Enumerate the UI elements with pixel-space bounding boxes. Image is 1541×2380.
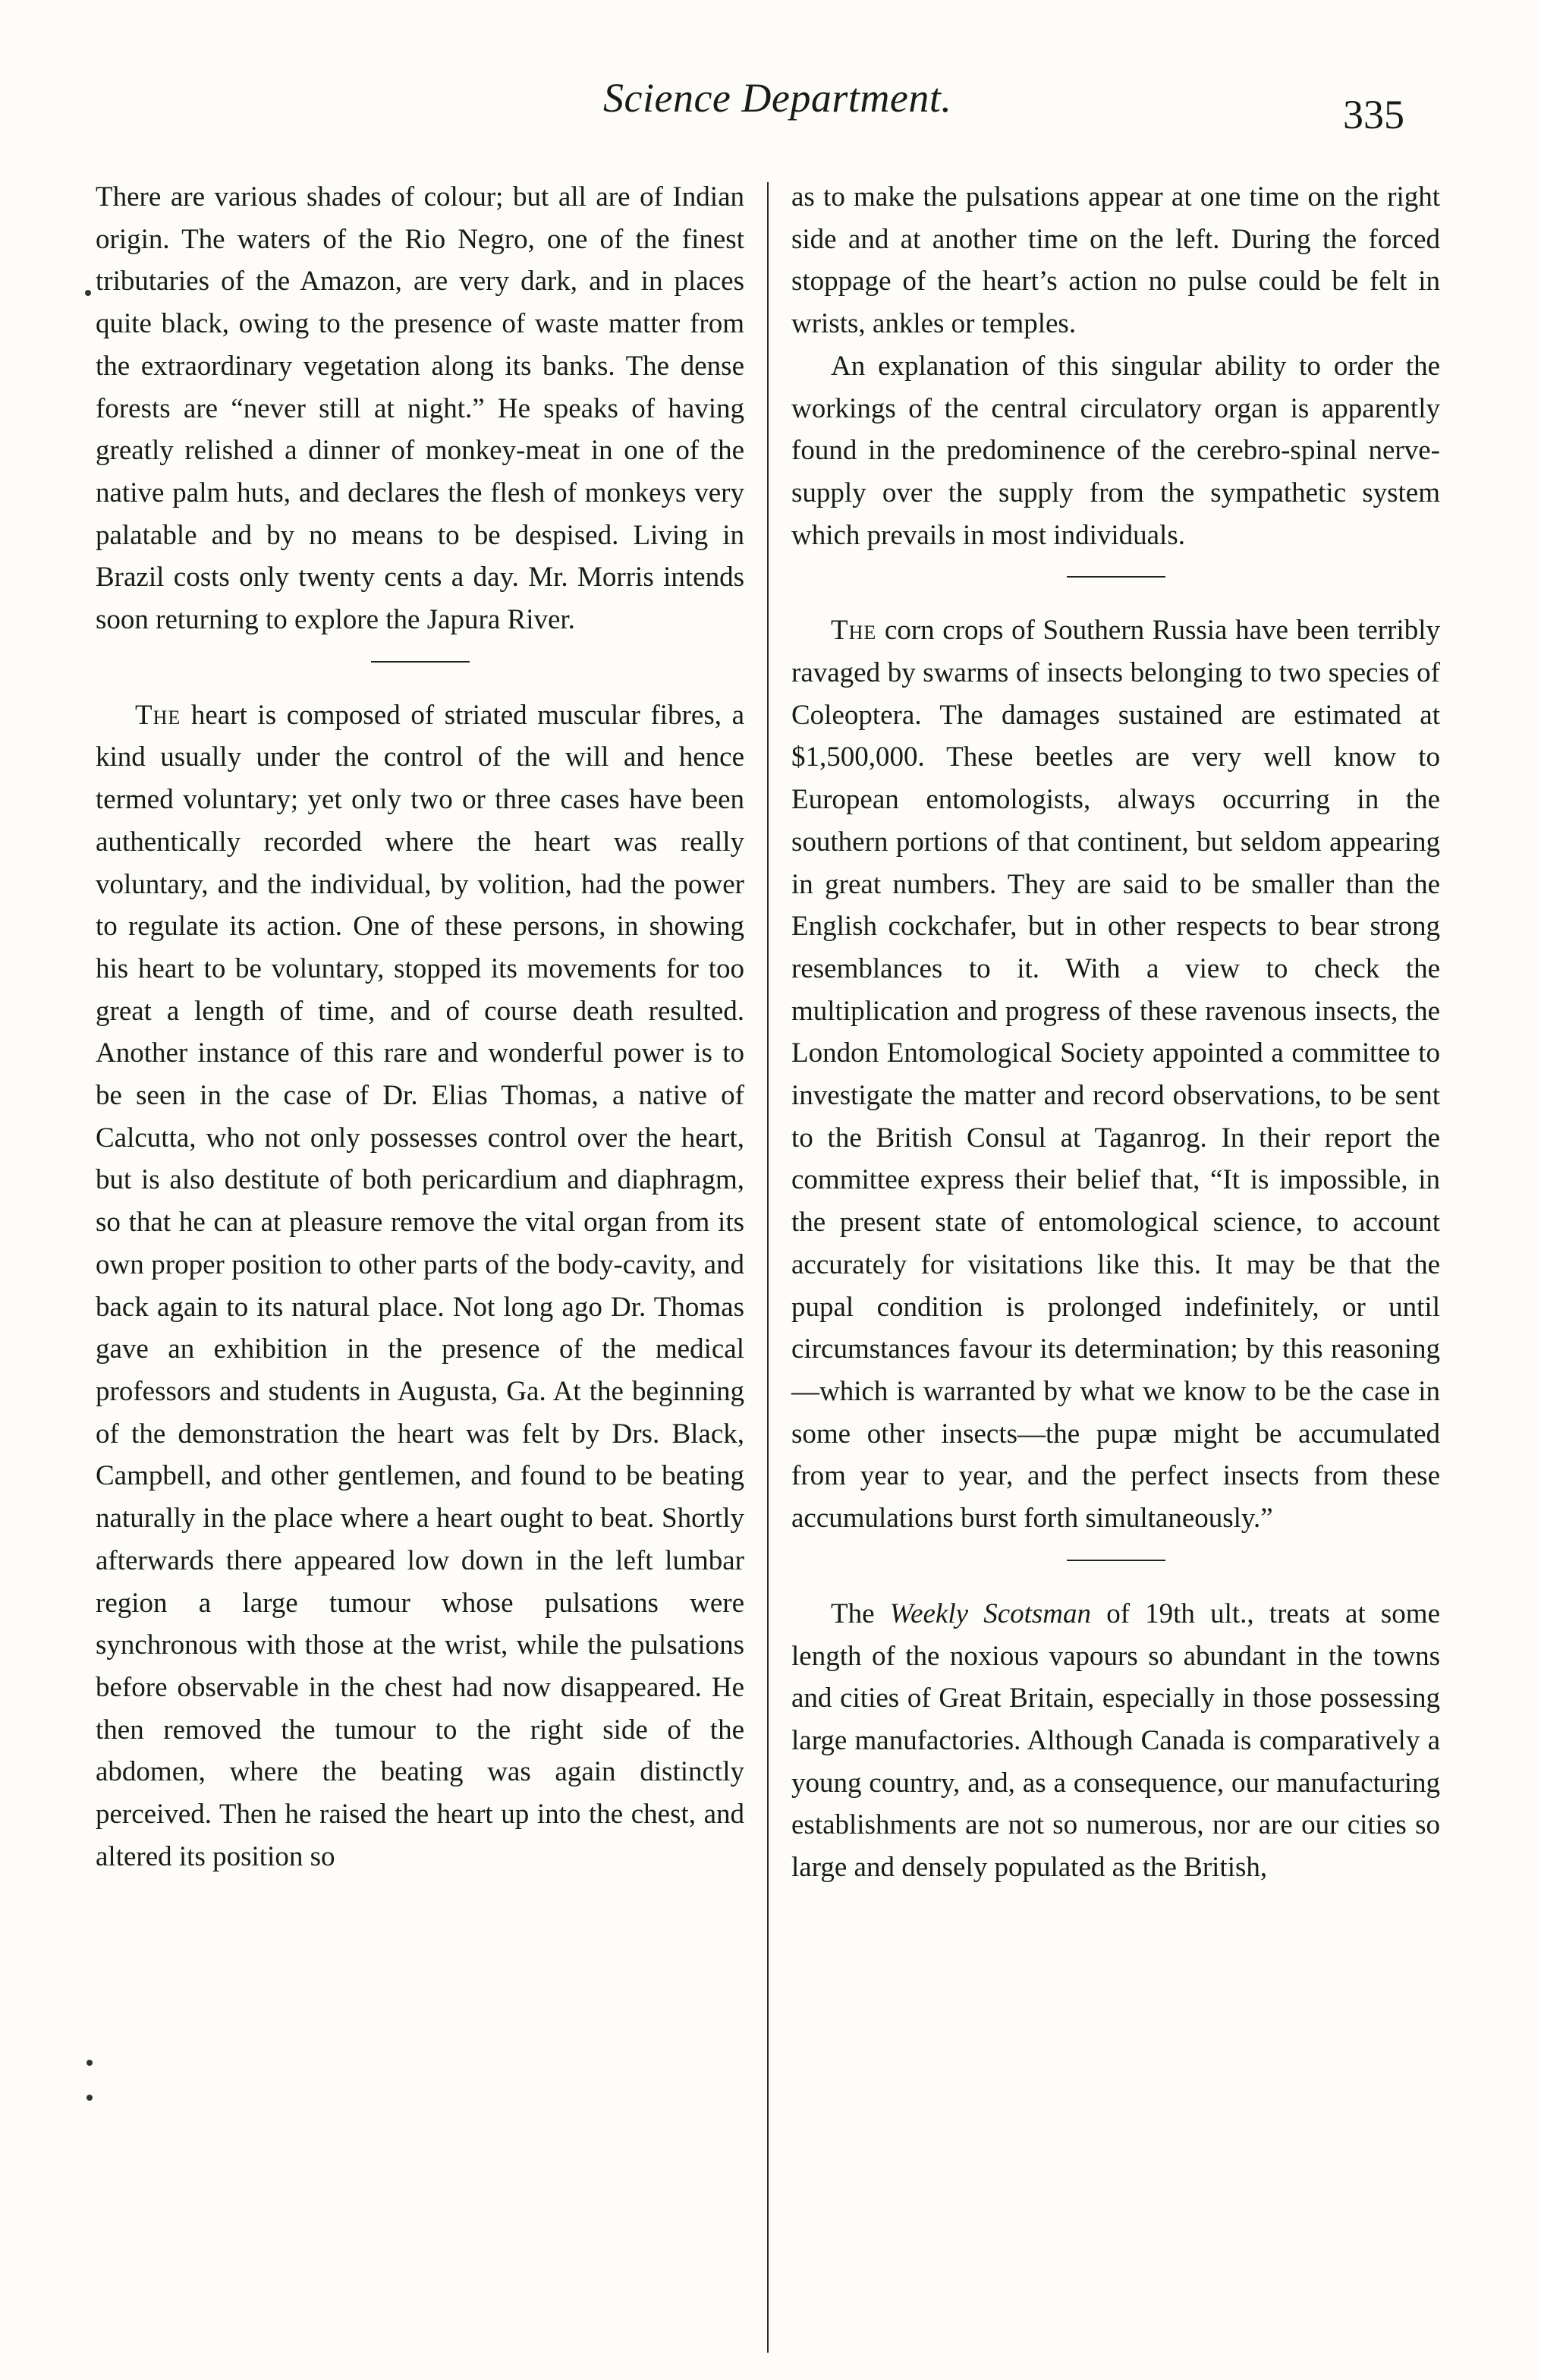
- margin-mark: [85, 290, 91, 296]
- left-column: [96, 176, 744, 1878]
- column-divider: [767, 182, 769, 2353]
- paragraph-text: heart is composed of striated muscular fibres, a kind usually under the control of the will and hence termed voluntary; yet only two or three cases have been authentically recorded where the heart was really voluntary, and the individual, by volition, had the power to regulate its action. One of these persons, in showing his heart to be voluntary, stopped its movements for too great a length of time, and of course death resulted. Another instance of this rare and wonderful power is to be seen in the case of Dr. Elias Thomas, a native of Calcutta, who not only possesses control over the heart, but is also destitute of both pericardium and diaphragm, so that he can at pleasure remove the vital organ from its own proper position to other parts of the body-cavity, and back again to its natural place. Not long ago Dr. Thomas gave an exhibition in the presence of the medical professors and students in Augusta, Ga. At the beginning of the demonstration the heart was felt by Drs. Black, Campbell, and other gentlemen, and found to be beating naturally in the place where a heart ought to beat. Shortly afterwards there appeared low down in the left lumbar region a large tumour whose pulsations were synchronous with those at the wrist, while the pulsations before observable in the chest had now disappeared. He then removed the tumour to the right side of the abdomen, where the beating was again distinctly perceived. Then he raised the heart up into the chest, and altered its position so: [96, 699, 744, 1872]
- right-column: [791, 176, 1440, 1889]
- paragraph-text: corn crops of Southern Russia have been terribly ravaged by swarms of insects belonging to two species of Coleoptera. The damages sustained are estimated at $1,500,000. These beetles are very well know to European entomologists, always occurring in the southern portions of that continent, but seldom appearing in great numbers. They are said to be smaller than the English cockchafer, but in other respects to bear strong resemblances to it. With a view to check the multiplication and progress of these ravenous insects, the London Entomological Society appointed a committee to investigate the matter and record observations, to be sent to the British Consul at Taganrog. In their report the committee express their belief that, “It is impossible, in the present state of entomological science, to account accurately for visitations like this. It may be that the pupal condition is prolonged indefinitely, or until circumstances favour its determination; by this reasoning—which is warranted by what we know to be the case in some other insects—the pupæ might be accumulated from year to year, and the perfect insects from these accumulations burst forth simultaneously.”: [791, 615, 1440, 1535]
- page-header: [0, 0, 1541, 167]
- paragraph-explanation: An explanation of this singular ability to order the workings of the central circulatory organ is apparently found in the predominence of the cerebro-spinal nerve-supply over the supply from the sympathetic system which prevails in most individuals.: [791, 350, 1440, 551]
- lead-word: The: [831, 1598, 890, 1629]
- paragraph-voluntary-heart: [96, 694, 744, 1878]
- margin-mark: [86, 2060, 93, 2066]
- paragraph-weekly-scotsman: [791, 1593, 1440, 1889]
- section-separator: [1067, 1560, 1165, 1561]
- lead-word: The: [831, 615, 877, 647]
- paragraph-pulsations: as to make the pulsations appear at one time on the right side and at another time on the left. During the forced stoppage of the heart’s action no pulse could be felt in wrists, ankles or temples.: [791, 181, 1440, 340]
- running-title: Science Department.: [603, 75, 952, 121]
- margin-mark: [86, 2095, 93, 2101]
- paragraph-rio-negro: There are various shades of colour; but all are of Indian origin. The waters of the Rio Negro, one of the finest tributaries of the Amazon, are very dark, and in places quite black, owing to the presence of waste matter from the extraordinary vegetation along its banks. The dense forests are “never still at night.” He speaks of having greatly relished a dinner of monkey-meat in one of the native palm huts, and declares the flesh of monkeys very palatable and by no means to be despised. Living in Brazil costs only twenty cents a day. Mr. Morris intends soon returning to explore the Japura River.: [96, 181, 744, 636]
- lead-word: The: [135, 699, 181, 731]
- section-separator: [1067, 576, 1165, 578]
- paragraph-corn-crops: [791, 609, 1440, 1539]
- paragraph-text: of 19th ult., treats at some length of the noxious vapours so abundant in the towns and cities of Great Britain, especially in those possessing large manufactories. Although Canada is comparatively a young country, and, as a consequence, our manufacturing establishments are not so numerous, nor are our cities so large and densely populated as the British,: [791, 1598, 1441, 1884]
- page-number: 335: [1343, 92, 1404, 137]
- publication-title: Weekly Scotsman: [889, 1598, 1092, 1629]
- section-separator: [371, 661, 470, 663]
